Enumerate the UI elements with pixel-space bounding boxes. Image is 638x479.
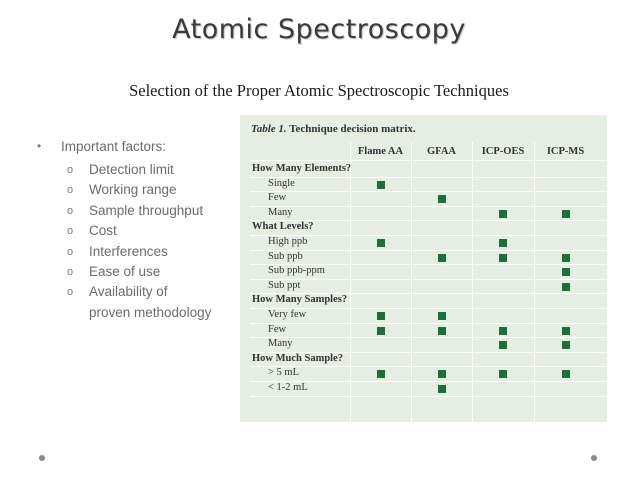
sub-marker: o xyxy=(67,286,74,299)
check-square-icon xyxy=(377,327,385,335)
list-item-text: Availability of xyxy=(89,284,168,300)
check-square-icon xyxy=(499,370,507,378)
row-label: Sub ppb xyxy=(268,250,303,262)
section-heading: How Many Elements? xyxy=(252,163,352,174)
slide-subtitle xyxy=(0,81,638,101)
list-item-text: Ease of use xyxy=(89,263,161,279)
list-item xyxy=(37,262,237,282)
column-divider xyxy=(534,142,535,422)
check-square-icon xyxy=(499,341,507,349)
check-square-icon xyxy=(499,239,507,247)
row-label: < 1-2 mL xyxy=(268,382,308,393)
check-square-icon xyxy=(438,385,446,393)
list-item-text: Working range xyxy=(89,182,177,198)
row-divider xyxy=(250,250,607,251)
column-divider xyxy=(472,142,473,422)
slide-title: Atomic Spectroscopy xyxy=(172,14,466,45)
nav-dot-left xyxy=(39,455,45,461)
section-heading: How Much Sample? xyxy=(252,352,344,364)
section-heading: How Many Samples? xyxy=(252,294,348,306)
row-label: Very few xyxy=(268,309,307,320)
row-label: Single xyxy=(268,177,295,189)
list-item xyxy=(37,282,237,302)
row-divider xyxy=(250,366,607,367)
row-divider xyxy=(250,206,607,207)
bullet-heading: Important factors: xyxy=(61,139,167,154)
check-square-icon xyxy=(499,254,507,262)
row-divider xyxy=(250,396,607,397)
column-divider xyxy=(350,142,351,422)
row-label: Sub ppb-ppm xyxy=(268,265,325,277)
row-divider xyxy=(250,337,607,338)
check-square-icon xyxy=(562,370,570,378)
column-header: Flame AA xyxy=(357,146,404,157)
row-divider xyxy=(250,191,607,192)
check-square-icon xyxy=(562,341,570,349)
list-item xyxy=(37,160,237,180)
list-item-text: Interferences xyxy=(89,243,168,259)
row-label: Many xyxy=(268,338,293,350)
check-square-icon xyxy=(562,210,570,218)
column-divider xyxy=(411,142,412,422)
sub-marker: o xyxy=(67,225,74,238)
row-label: Few xyxy=(268,323,287,335)
row-label: Many xyxy=(268,206,293,218)
column-header: GFAA xyxy=(427,146,456,157)
row-divider xyxy=(250,160,607,161)
check-square-icon xyxy=(562,268,570,276)
list-item xyxy=(37,242,237,262)
check-square-icon xyxy=(438,370,446,378)
sub-marker: o xyxy=(67,204,74,217)
table-caption xyxy=(251,123,416,135)
list-item-text: Sample throughput xyxy=(89,202,204,218)
check-square-icon xyxy=(562,254,570,262)
list-item xyxy=(37,180,237,200)
row-divider xyxy=(250,323,607,324)
list-item xyxy=(37,201,237,221)
list-item-text: Cost xyxy=(89,223,117,239)
slide-subtitle-text: Selection of the Proper Atomic Spectroscopic Techniques xyxy=(129,81,509,100)
factors-list xyxy=(37,138,237,323)
table-caption-text: Technique decision matrix. xyxy=(289,123,416,135)
section-heading: What Levels? xyxy=(252,221,314,233)
column-header: ICP-MS xyxy=(546,146,585,157)
sub-list xyxy=(37,160,237,323)
list-item xyxy=(37,221,237,241)
bullet-important-factors xyxy=(37,138,237,158)
check-square-icon xyxy=(438,254,446,262)
check-square-icon xyxy=(377,312,385,320)
check-square-icon xyxy=(562,327,570,335)
check-square-icon xyxy=(377,181,385,189)
decision-matrix-table xyxy=(240,115,607,422)
sub-marker: o xyxy=(67,164,74,176)
sub-marker: o xyxy=(67,265,74,278)
check-square-icon xyxy=(499,327,507,335)
check-square-icon xyxy=(438,195,446,203)
column-header: ICP-OES xyxy=(481,146,525,157)
row-label: Few xyxy=(268,192,287,204)
table-caption-label: Table 1. xyxy=(251,123,287,135)
sub-marker: o xyxy=(67,245,74,258)
row-label: > 5 mL xyxy=(268,367,300,379)
row-divider xyxy=(250,279,607,280)
check-square-icon xyxy=(377,239,385,247)
check-square-icon xyxy=(377,370,385,378)
check-square-icon xyxy=(499,210,507,218)
row-divider xyxy=(250,177,607,178)
check-square-icon xyxy=(562,283,570,291)
sub-marker: o xyxy=(67,184,74,197)
list-item-continuation: proven methodology xyxy=(89,304,212,320)
check-square-icon xyxy=(438,327,446,335)
row-label: Sub ppt xyxy=(268,279,301,291)
check-square-icon xyxy=(438,312,446,320)
list-item-text: Detection limit xyxy=(89,162,174,177)
nav-dot-right xyxy=(591,455,597,461)
row-label: High ppb xyxy=(268,236,308,247)
bullet-marker: • xyxy=(37,139,42,153)
